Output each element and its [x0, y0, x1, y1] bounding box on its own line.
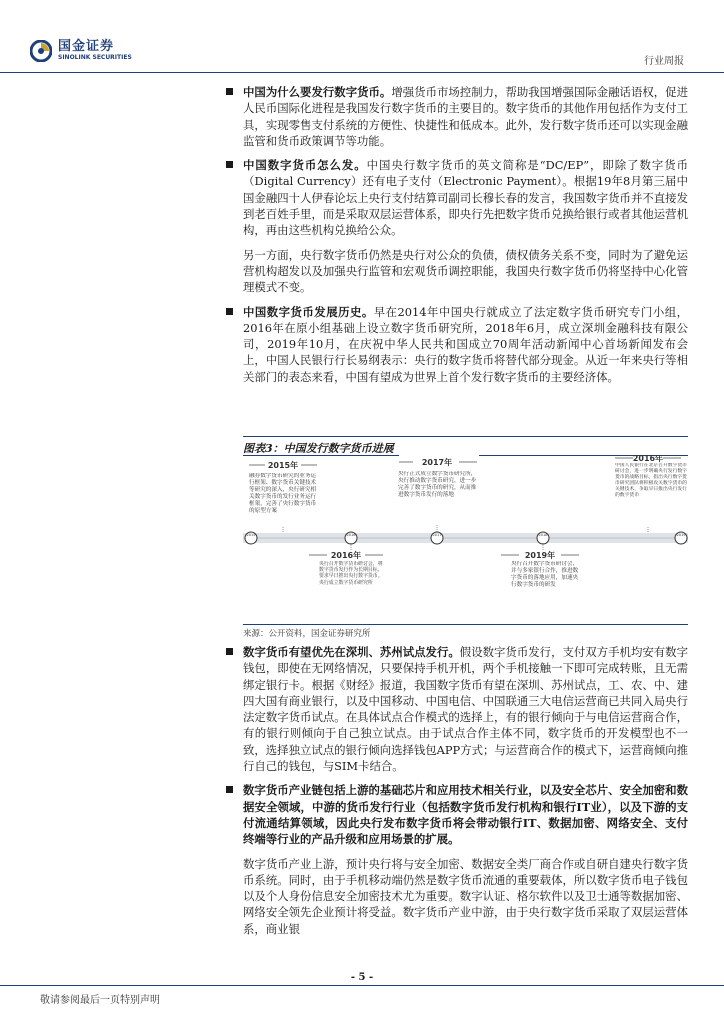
bullet-icon	[226, 88, 233, 95]
event-year-2017: 2017年	[421, 458, 453, 467]
timeline-node-2016	[345, 532, 357, 544]
figure-title: 图表3：中国发行数字货币进展	[243, 442, 394, 455]
paragraph-lead: 中国数字货币怎么发。	[243, 158, 367, 173]
logo-chinese-name: 国金证券	[58, 39, 115, 54]
bullet-icon	[226, 161, 233, 168]
main-content	[243, 84, 688, 393]
paragraph-industry-chain	[243, 782, 688, 847]
paragraph-text: 增强货币市场控制力，帮助我国增强国际金融话语权，促进人民币国际化进程是我国发行数字货币的主要目的。数字货币的其他作用包括作为支付工具，实现零售支付系统的方便性、快捷性和低成本。此外，发行数字货币还可以实现金融监管和货币政策调节等功能。	[243, 85, 688, 148]
timeline-node-2017	[431, 532, 443, 544]
page-number: - 5 -	[350, 972, 374, 983]
paragraph-text: 早在2014年中国央行就成立了法定数字货币研究专门小组，2016年在原小组基础上设立数字货币研究所，2018年6月，成立深圳金融科技有限公司，2019年10月，在庆祝中华人民共和国成立70周年活动新闻中心首场新闻发布会上，中国人民银行行长易纲表示：央行的数字货币将替代部分现金。从近一年来央行等相关部门的表态来看，中国有望成为世界上首个发行数字货币的主要经济体。	[243, 304, 688, 384]
svg-text:2018: 2018	[538, 533, 548, 537]
paragraph-how	[243, 157, 688, 238]
event-year-2015: 2015年	[267, 461, 299, 470]
paragraph-text: 假设数字货币发行，支付双方手机均安有数字钱包，即使在无网络情况，只要保持手机开机，两个手机接触一下即可完成转账，且无需绑定银行卡。根据《财经》报道，我国数字货币有望在深圳、苏州试点，工、农、中、建四大国有商业银行，以及中国移动、中国电信、中国联通三大电信运营商已共同入局央行法定数字货币试点。在具体试点合作模式的选择上，有的银行倾向于与电信运营商合作，有的银行则倾向于自己独立试点。由于试点合作主体不同，数字货币的开发模型也不一致，选择独立试点的银行倾向选择钱包APP方式；与运营商合作的模式下，运营商倾向推行自己的钱包，与SIM卡结合。	[243, 645, 689, 774]
timeline-figure	[243, 455, 688, 620]
event-year-2019: 2019年	[524, 551, 556, 560]
event-year-2016: 2016年	[330, 551, 362, 560]
paragraph-pilot	[243, 644, 688, 774]
timeline-svg	[243, 455, 688, 620]
disclaimer-note: 敬请参阅最后一页特别声明	[40, 995, 160, 1006]
paragraph-text: 另一方面，央行数字货币仍然是央行对公众的负债，债权债务关系不变，同时为了避免运营机构超发以及加强央行监管和宏观货币调控职能，我国央行数字货币仍将坚持中心化管理模式不变。	[243, 247, 688, 295]
paragraph-why	[243, 84, 688, 149]
bullet-icon	[226, 648, 233, 655]
paragraph-text: 数字货币产业上游，预计央行将与安全加密、数据安全类厂商合作或自研自建央行数字货币系统。同时，由于手机移动端仍然是数字货币流通的重要载体，所以数字货币电子钱包以及个人身份信息安全加密技术尤为重要。数字认证、格尔软件以及卫士通等数据加密、网络安全领先企业预计将受益。数字货币产业中游，由于央行数字货币采取了双层运营体系，商业银	[243, 856, 688, 936]
report-type: 行业周报	[644, 56, 684, 67]
footer-divider	[0, 985, 724, 986]
event-text-2019: 央行召开数字货币研讨会，并与多家银行合作，推进数字货币的落地应用，加速央行数字货币的研发	[511, 561, 579, 588]
figure-title-bar	[243, 436, 688, 456]
main-content-continued	[243, 644, 688, 945]
paragraph-lead: 数字货币产业链包括上游的基础芯片和应用技术相关行业，以及安全芯片、安全加密和数据安全领域，中游的货币发行行业（包括数字货币发行机构和银行IT业），以及下游的支付流通结算领域，因此央行发布数字货币将会带动银行IT、数据加密、网络安全、支付终端等行业的产品升级和应用场景的扩展。	[243, 783, 688, 847]
svg-text:2017: 2017	[432, 533, 442, 537]
event-text-2017: 央行正式成立数字货币研究所，央行推动数字货币研究，进一步完善了数字货币的研究，从而推进数字货币发行的落地	[398, 471, 477, 498]
paragraph-lead: 中国为什么要发行数字货币。	[243, 85, 392, 99]
header-divider	[0, 72, 724, 73]
bullet-icon	[226, 786, 233, 793]
figure-source: 来源：公开资料，国金证券研究所	[243, 624, 688, 639]
timeline-node-2018	[537, 532, 549, 544]
timeline-node-2015	[245, 532, 257, 544]
paragraph-lead: 数字货币有望优先在深圳、苏州试点发行。	[243, 645, 460, 659]
paragraph-history	[243, 304, 688, 385]
event-text-2016b: 中国人民银行在北京召开数字货币研讨会，进一步明确央行发行数字货币的战略目标，指出央行数字货币研究团队将积极攻关数字货币的关键技术，争取早日推出央行发行的数字货币	[615, 463, 687, 498]
paragraph-lead: 中国数字货币发展历史。	[243, 304, 374, 319]
event-text-2016: 央行召开数字货币研讨会，将数字货币发行作为长期目标，要求早日推出央行数字货币。央行成立数字货币研究所	[319, 561, 383, 586]
svg-text:2019: 2019	[676, 533, 686, 537]
logo-mark-icon	[30, 40, 52, 62]
paragraph-text: 中国央行数字货币的英文简称是“DC/EP”，即除了数字货币（Digital Currency）还有电子支付（Electronic Payment）。根据19年8月第三届中国金融四十人伊春论坛上央行支付结算司副司长穆长春的发言，我国数字货币并不直接发到老百姓手里，而是采取双层运营体系，即央行先把数字货币兑换给银行或者其他运营机构，再由这些机构兑换给公众。	[243, 158, 688, 238]
event-year-2016b: 2016年	[632, 455, 664, 463]
paragraph-liability	[243, 247, 688, 296]
event-text-2015: 融券数字货币研究的业务运行框架、数字货币关键技术等研究的深入，央行研究相关数字货币的发行业务运行框架，完善了央行数字货币的原型方案	[249, 473, 317, 514]
page-header	[0, 0, 724, 78]
bullet-icon	[226, 308, 233, 315]
timeline-node-2019	[675, 532, 687, 544]
company-logo	[30, 40, 132, 62]
paragraph-upstream	[243, 856, 688, 937]
svg-text:2016: 2016	[346, 533, 356, 537]
logo-english-name: SINOLINK SECURITIES	[58, 54, 132, 61]
svg-text:2015: 2015	[246, 533, 256, 537]
